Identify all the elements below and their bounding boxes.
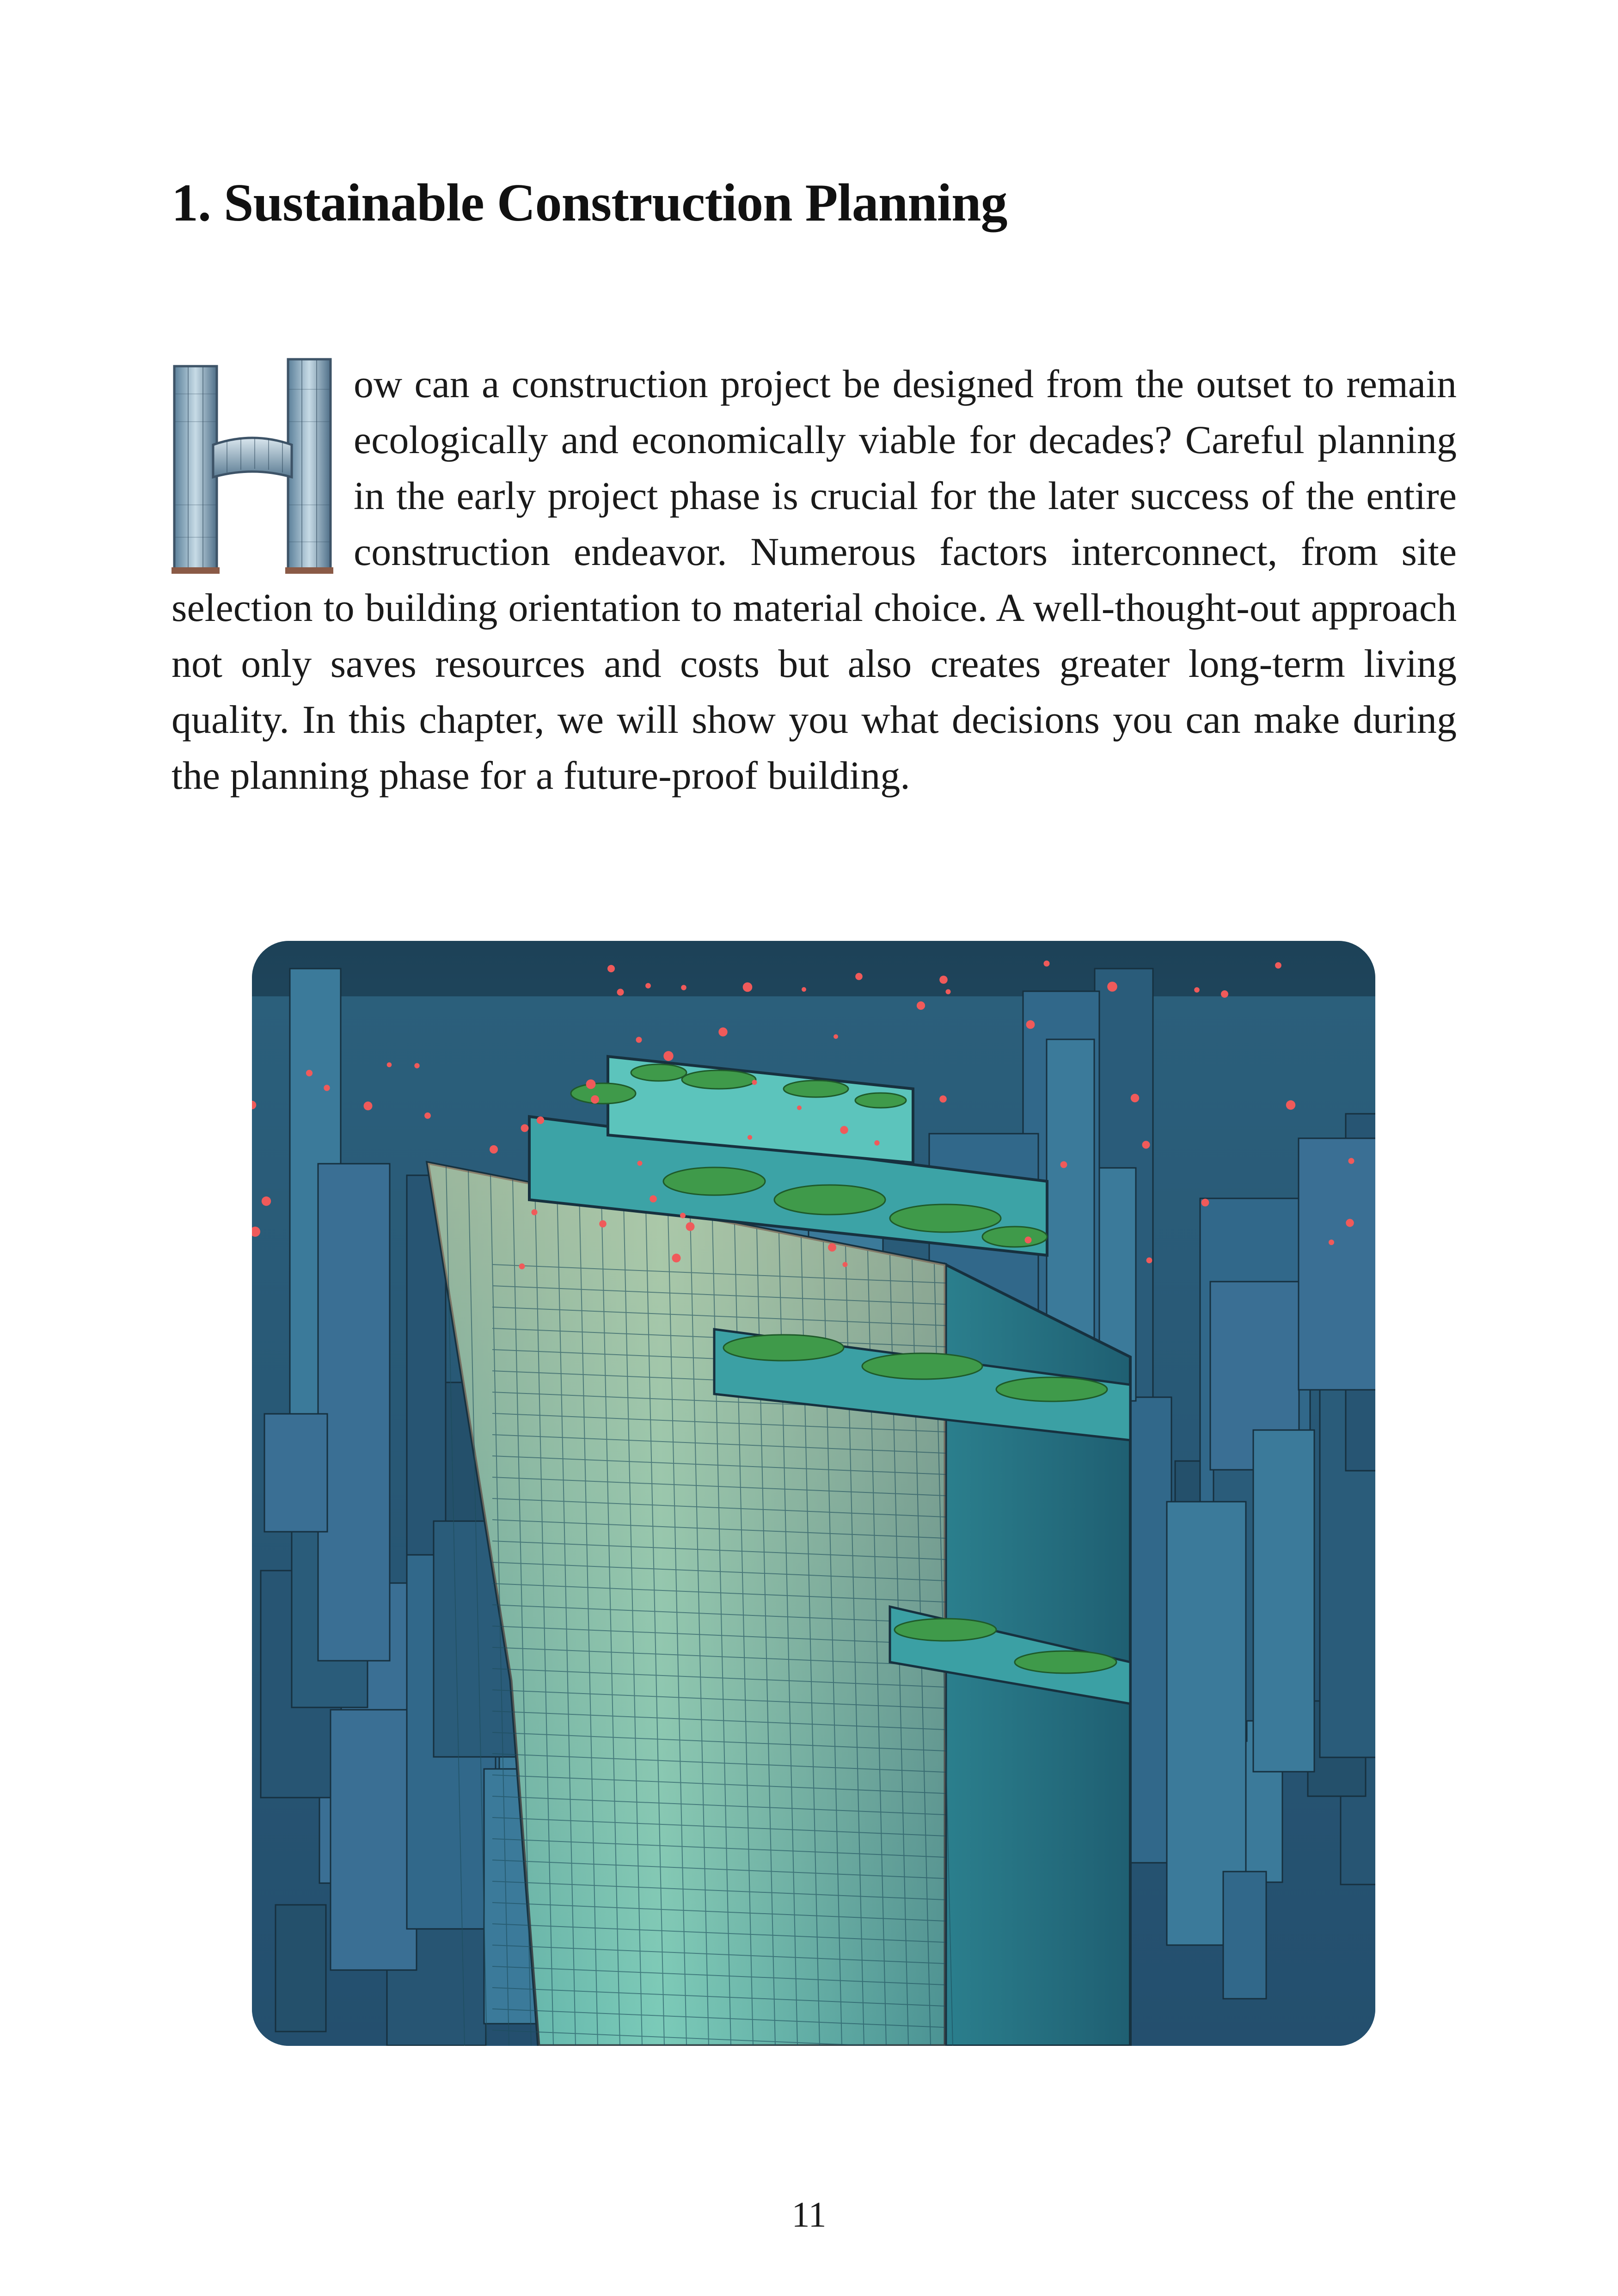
intro-paragraph: ow can a construction project be designed from the outset to remain ecologically and economically viable for decades? Careful planning in the early project phase is crucial for the later success of the entire construction endeavor. Numerous factors interconnect, from site selection to building orientation to material choice. A well-thought-out approach not only saves resources and costs but also creates greater long-term living quality. In this chapter, we will show you what decisions you can make during the planning phase for a future-proof building. xyxy=(172,362,1457,798)
background-building xyxy=(1125,1397,1171,1863)
background-building xyxy=(331,1710,417,1970)
background-building xyxy=(1299,1138,1375,1390)
background-building xyxy=(318,1164,390,1661)
skyscraper-illustration xyxy=(252,941,1375,2046)
intro-paragraph-block xyxy=(172,356,1457,804)
page-number: 11 xyxy=(791,2194,827,2235)
background-building xyxy=(1223,1872,1266,1999)
skyscraper-illustration-art xyxy=(252,941,1375,2046)
chapter-heading: 1. Sustainable Construction Planning xyxy=(172,173,1007,233)
background-building xyxy=(276,1905,326,2032)
background-building xyxy=(264,1414,327,1532)
drop-cap-h-building-icon xyxy=(172,357,333,574)
background-building xyxy=(1253,1430,1314,1772)
